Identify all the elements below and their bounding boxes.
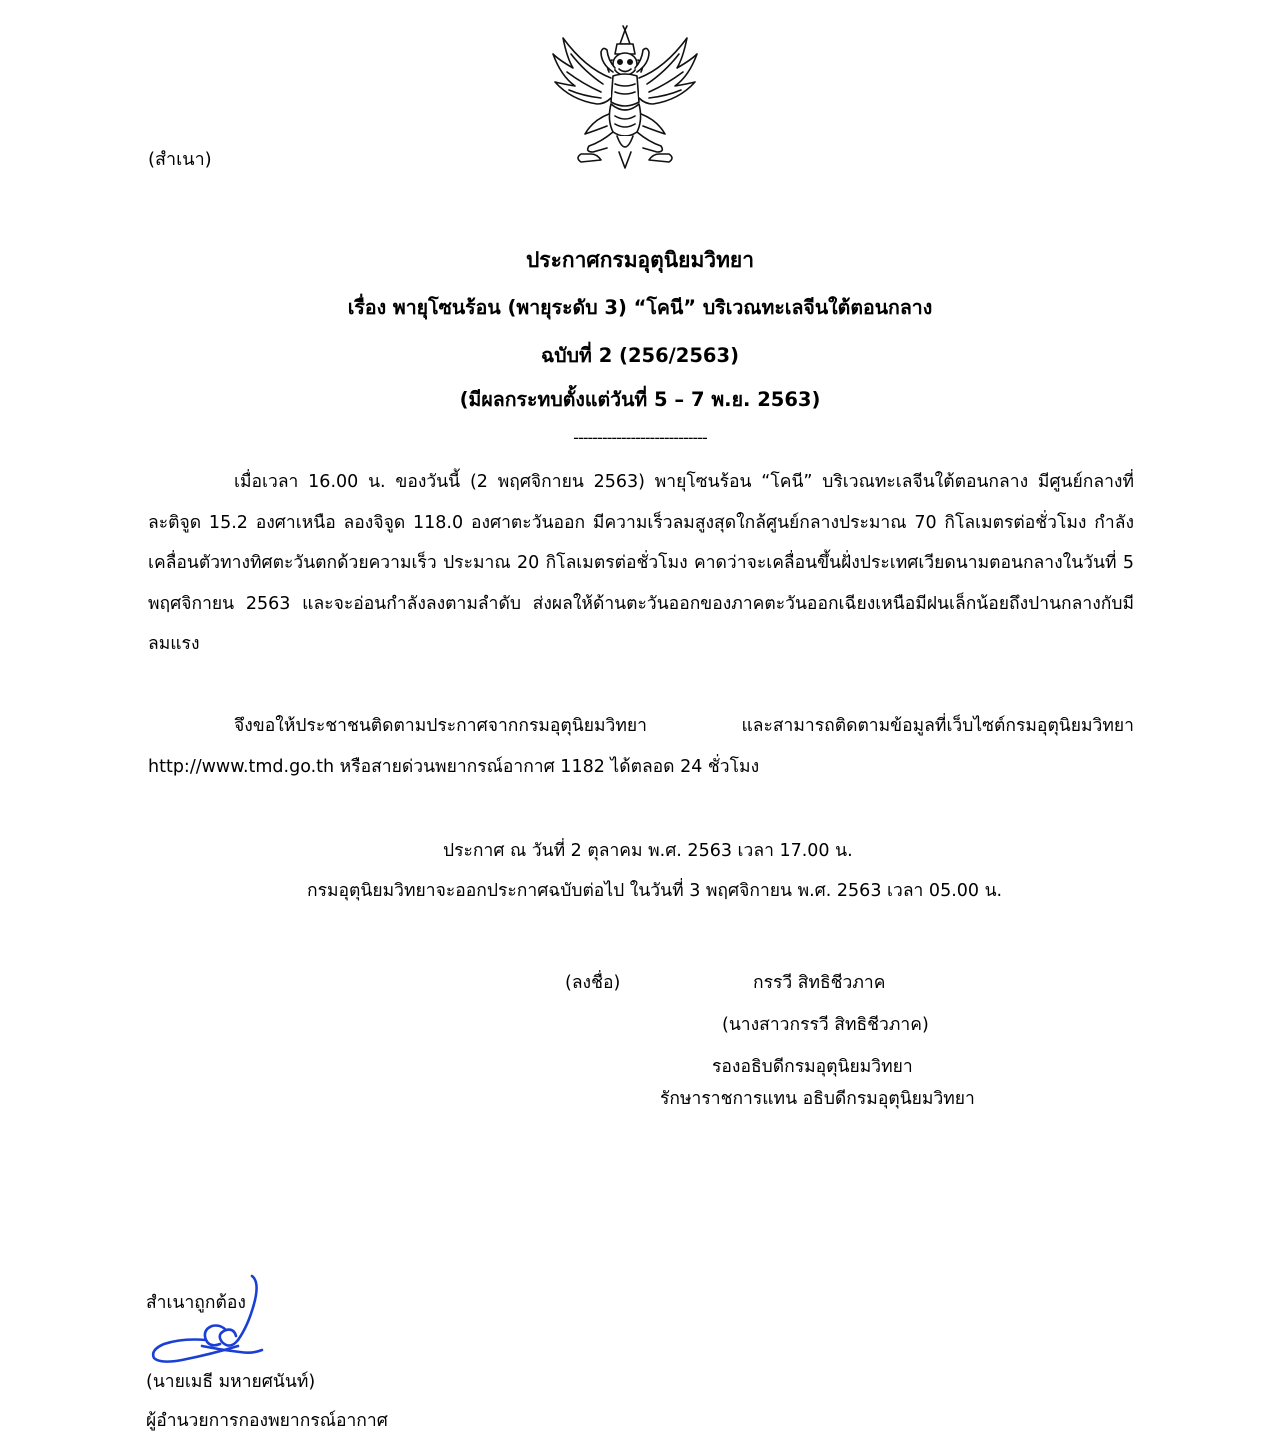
body-paragraph-1-text: เมื่อเวลา 16.00 น. ของวันนี้ (2 พฤศจิกายน 2563) พายุโซนร้อน “โคนี” บริเวณทะเลจีนใต้ตอนกลาง มีศูนย์กลางที่ละติจูด 15.2 องศาเหนือ ลองจิจูด 118.0 องศาตะวันออก มีความเร็วลมสูงสุดใกล้ศูนย์กลางประมาณ 70 กิโลเมตรต่อชั่วโมง กำลังเคลื่อนตัวทางทิศตะวันตกด้วยความเร็ว ประมาณ 20 กิโลเมตรต่อชั่วโมง คาดว่าจะเคลื่อนขึ้นฝั่งประเทศเวียดนามตอนกลางในวันที่ 5 พฤศจิกายน 2563 และจะอ่อนกำลังลงตามลำดับ ส่งผลให้ด้านตะวันออกของภาคตะวันออกเฉียงเหนือมีฝนเล็กน้อยถึงปานกลางกับมีลมแรง (148, 472, 1134, 654)
handwritten-signature-icon (142, 1270, 272, 1370)
certified-copy-label: สำเนาถูกต้อง (146, 1293, 246, 1313)
body-paragraph-1 (148, 462, 1134, 665)
copy-mark: (สำเนา) (148, 149, 212, 170)
signatory-full-name: (นางสาวกรรวี สิทธิชีวภาค) (722, 1015, 929, 1035)
document-title: ประกาศกรมอุตุนิยมวิทยา (525, 248, 755, 272)
announcement-issued: ประกาศ ณ วันที่ 2 ตุลาคม พ.ศ. 2563 เวลา 17.00 น. (443, 841, 853, 861)
document-subject: เรื่อง พายุโซนร้อน (พายุระดับ 3) “โคนี” บริเวณทะเลจีนใต้ตอนกลาง (347, 296, 933, 319)
title-divider: ---------------------------- (573, 428, 707, 447)
certifier-position: ผู้อำนวยการกองพยากรณ์อากาศ (146, 1411, 388, 1431)
certifier-name: (นายเมธี มหายศนันท์) (146, 1372, 316, 1392)
garuda-emblem-icon (545, 24, 705, 174)
body-paragraph-2 (148, 706, 1134, 787)
signatory-position: รองอธิบดีกรมอุตุนิยมวิทยา (712, 1057, 913, 1077)
document-effect-period: (มีผลกระทบตั้งแต่วันที่ 5 – 7 พ.ย. 2563) (459, 388, 821, 411)
signature-label: (ลงชื่อ) (565, 973, 621, 993)
signature-name: กรรวี สิทธิชีวภาค (753, 973, 886, 993)
announcement-next: กรมอุตุนิยมวิทยาจะออกประกาศฉบับต่อไป ในวันที่ 3 พฤศจิกายน พ.ศ. 2563 เวลา 05.00 น. (307, 881, 1003, 901)
body-paragraph-2-text: จึงขอให้ประชาชนติดตามประกาศจากกรมอุตุนิยมวิทยา และสามารถติดตามข้อมูลที่เว็บไซต์กรมอุตุนิยมวิทยา http://www.tmd.go.th หรือสายด่วนพยากรณ์อากาศ 1182 ได้ตลอด 24 ชั่วโมง (148, 716, 1134, 777)
signatory-acting-position: รักษาราชการแทน อธิบดีกรมอุตุนิยมวิทยา (660, 1089, 975, 1109)
document-issue-number: ฉบับที่ 2 (256/2563) (541, 344, 739, 367)
